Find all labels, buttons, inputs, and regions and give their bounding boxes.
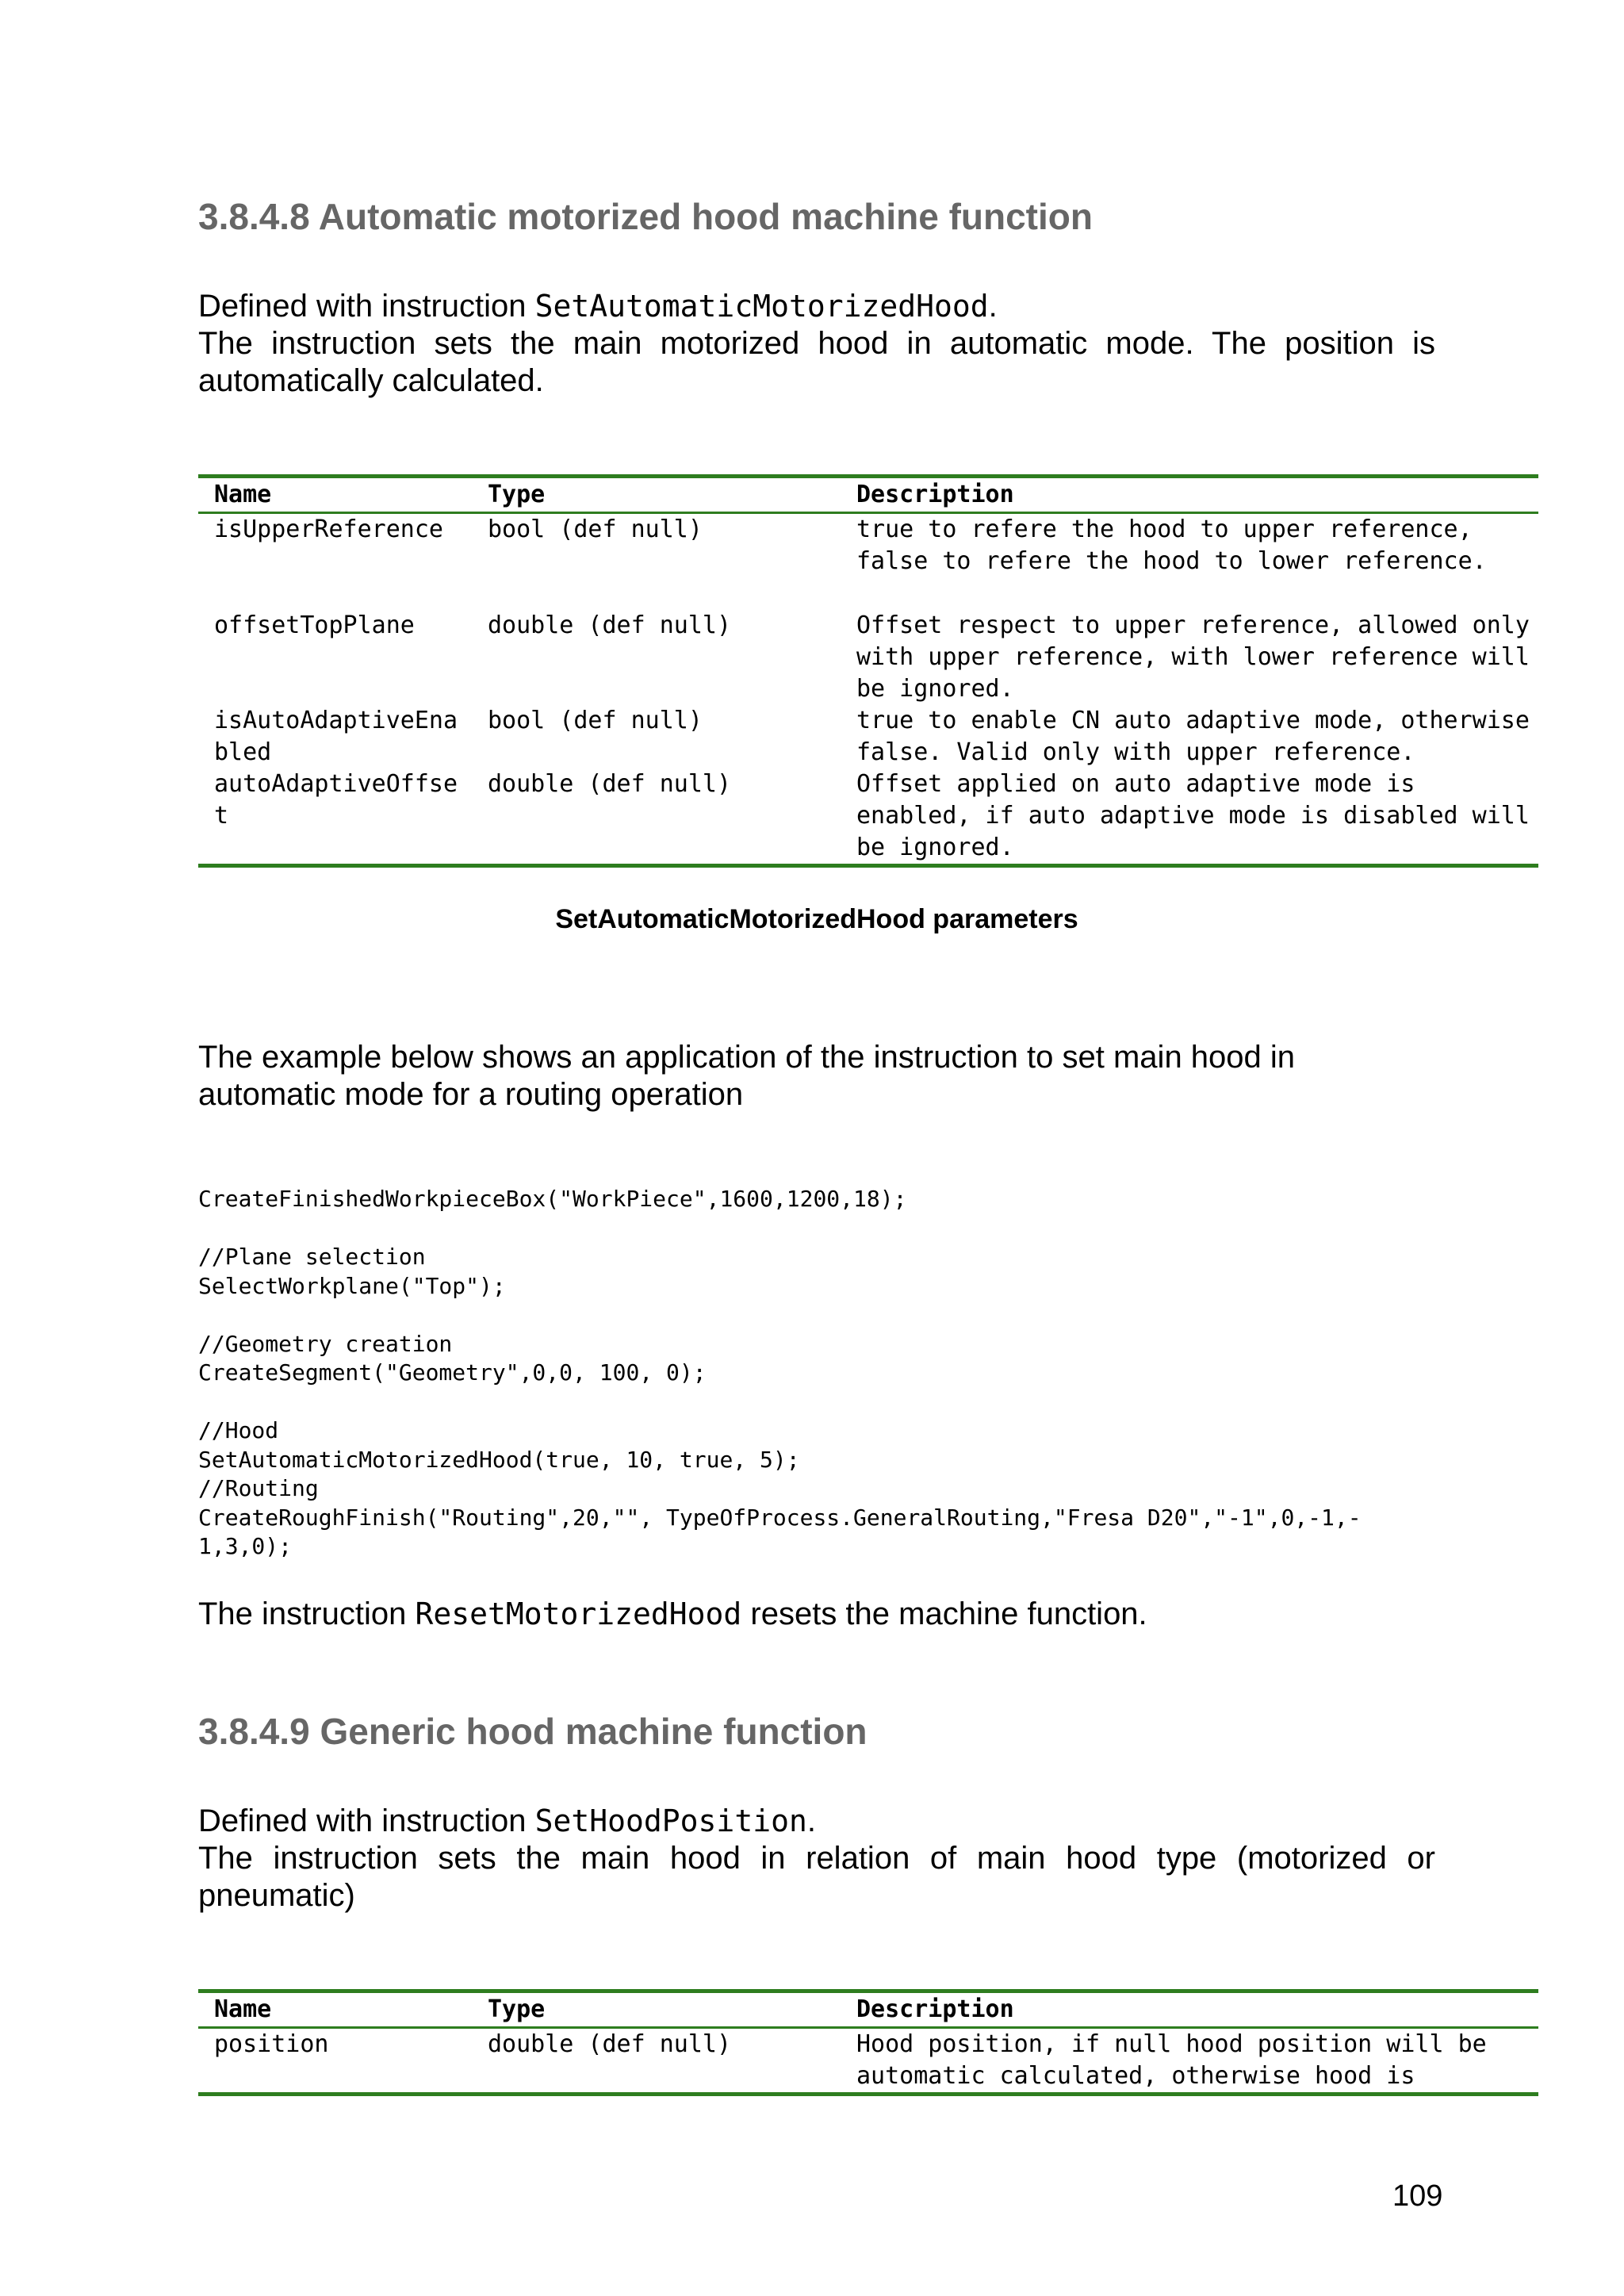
param-type: bool (def null) bbox=[488, 706, 703, 734]
table-header-row bbox=[198, 1991, 1538, 2028]
instruction-definition bbox=[198, 288, 1435, 325]
section-description: The instruction sets the main motorized hood in automatic mode. The position is automatically calculated. bbox=[198, 326, 1435, 398]
definition-prefix: Defined with instruction bbox=[198, 1803, 535, 1838]
code-line: //Routing bbox=[198, 1475, 319, 1501]
param-type: double (def null) bbox=[488, 2030, 732, 2058]
parameters-table bbox=[198, 474, 1538, 868]
definition-prefix: Defined with instruction bbox=[198, 289, 535, 324]
code-line bbox=[198, 1301, 1435, 1330]
table-header-row bbox=[198, 477, 1538, 513]
table-row bbox=[198, 2028, 1538, 2095]
table-row bbox=[198, 769, 1538, 866]
param-description: Offset applied on auto adaptive mode is enabled, if auto adaptive mode is disabled will be ignored. bbox=[856, 769, 1530, 861]
param-description: true to enable CN auto adaptive mode, otherwise false. Valid only with upper reference. bbox=[856, 706, 1530, 766]
code-line: CreateRoughFinish("Routing",20,"", TypeOfProcess.GeneralRouting,"Fresa D20","-1",0,-1,- bbox=[198, 1504, 1362, 1531]
param-description: true to refere the hood to upper reference, false to refere the hood to lower reference. bbox=[856, 516, 1487, 575]
param-type: double (def null) bbox=[488, 769, 732, 798]
code-line: CreateSegment("Geometry",0,0, 100, 0); bbox=[198, 1359, 707, 1386]
column-header-description: Description bbox=[841, 477, 1538, 513]
param-name: autoAdaptiveOffset bbox=[214, 769, 458, 830]
table-row bbox=[198, 513, 1538, 610]
param-name: isUpperReference bbox=[214, 516, 443, 543]
column-header-type: Type bbox=[472, 1991, 841, 2028]
code-line bbox=[198, 1388, 1435, 1417]
param-name: isAutoAdaptiveEnabled bbox=[214, 706, 458, 766]
section-heading: 3.8.4.9 Generic hood machine function bbox=[198, 1711, 868, 1752]
param-type: bool (def null) bbox=[488, 516, 703, 543]
param-name: position bbox=[214, 2030, 329, 2058]
table-row bbox=[198, 610, 1538, 705]
section-heading: 3.8.4.8 Automatic motorized hood machine function bbox=[198, 196, 1093, 237]
section-description: The instruction sets the main hood in relation of main hood type (motorized or pneumatic) bbox=[198, 1841, 1435, 1913]
reset-suffix: resets the machine function. bbox=[741, 1596, 1147, 1631]
code-example bbox=[198, 1185, 1435, 1562]
code-line bbox=[198, 1214, 1435, 1244]
table-row bbox=[198, 705, 1538, 769]
param-description: Offset respect to upper reference, allowed only with upper reference, with lower reference will be ignored. bbox=[856, 611, 1530, 703]
code-line: SetAutomaticMotorizedHood(true, 10, true, 5); bbox=[198, 1446, 800, 1473]
reset-instruction-name: ResetMotorizedHood bbox=[415, 1596, 742, 1631]
param-type: double (def null) bbox=[488, 611, 732, 639]
reset-instruction-text bbox=[198, 1596, 1435, 1633]
column-header-description: Description bbox=[841, 1991, 1538, 2028]
instruction-name: SetHoodPosition bbox=[534, 1803, 807, 1838]
definition-suffix: . bbox=[806, 1803, 816, 1838]
instruction-definition bbox=[198, 1803, 1435, 1840]
column-header-name: Name bbox=[198, 477, 472, 513]
column-header-name: Name bbox=[198, 1991, 472, 2028]
example-intro: The example below shows an application of the instruction to set main hood in automatic mode for a routing operation bbox=[198, 1040, 1296, 1112]
instruction-name: SetAutomaticMotorizedHood bbox=[534, 289, 989, 324]
code-line: 1,3,0); bbox=[198, 1533, 293, 1559]
code-line: SelectWorkplane("Top"); bbox=[198, 1272, 506, 1299]
param-name: offsetTopPlane bbox=[214, 611, 415, 639]
parameters-table bbox=[198, 1989, 1538, 2096]
code-line: //Plane selection bbox=[198, 1244, 426, 1270]
param-description: Hood position, if null hood position will be automatic calculated, otherwise hood is bbox=[856, 2030, 1487, 2090]
code-line: //Geometry creation bbox=[198, 1330, 453, 1357]
reset-prefix: The instruction bbox=[198, 1596, 416, 1631]
column-header-type: Type bbox=[472, 477, 841, 513]
code-line: CreateFinishedWorkpieceBox("WorkPiece",1600,1200,18); bbox=[198, 1186, 907, 1212]
page-number: 109 bbox=[1392, 2179, 1443, 2213]
table-caption: SetAutomaticMotorizedHood parameters bbox=[555, 904, 1078, 934]
definition-suffix: . bbox=[988, 289, 998, 324]
code-line: //Hood bbox=[198, 1417, 279, 1443]
